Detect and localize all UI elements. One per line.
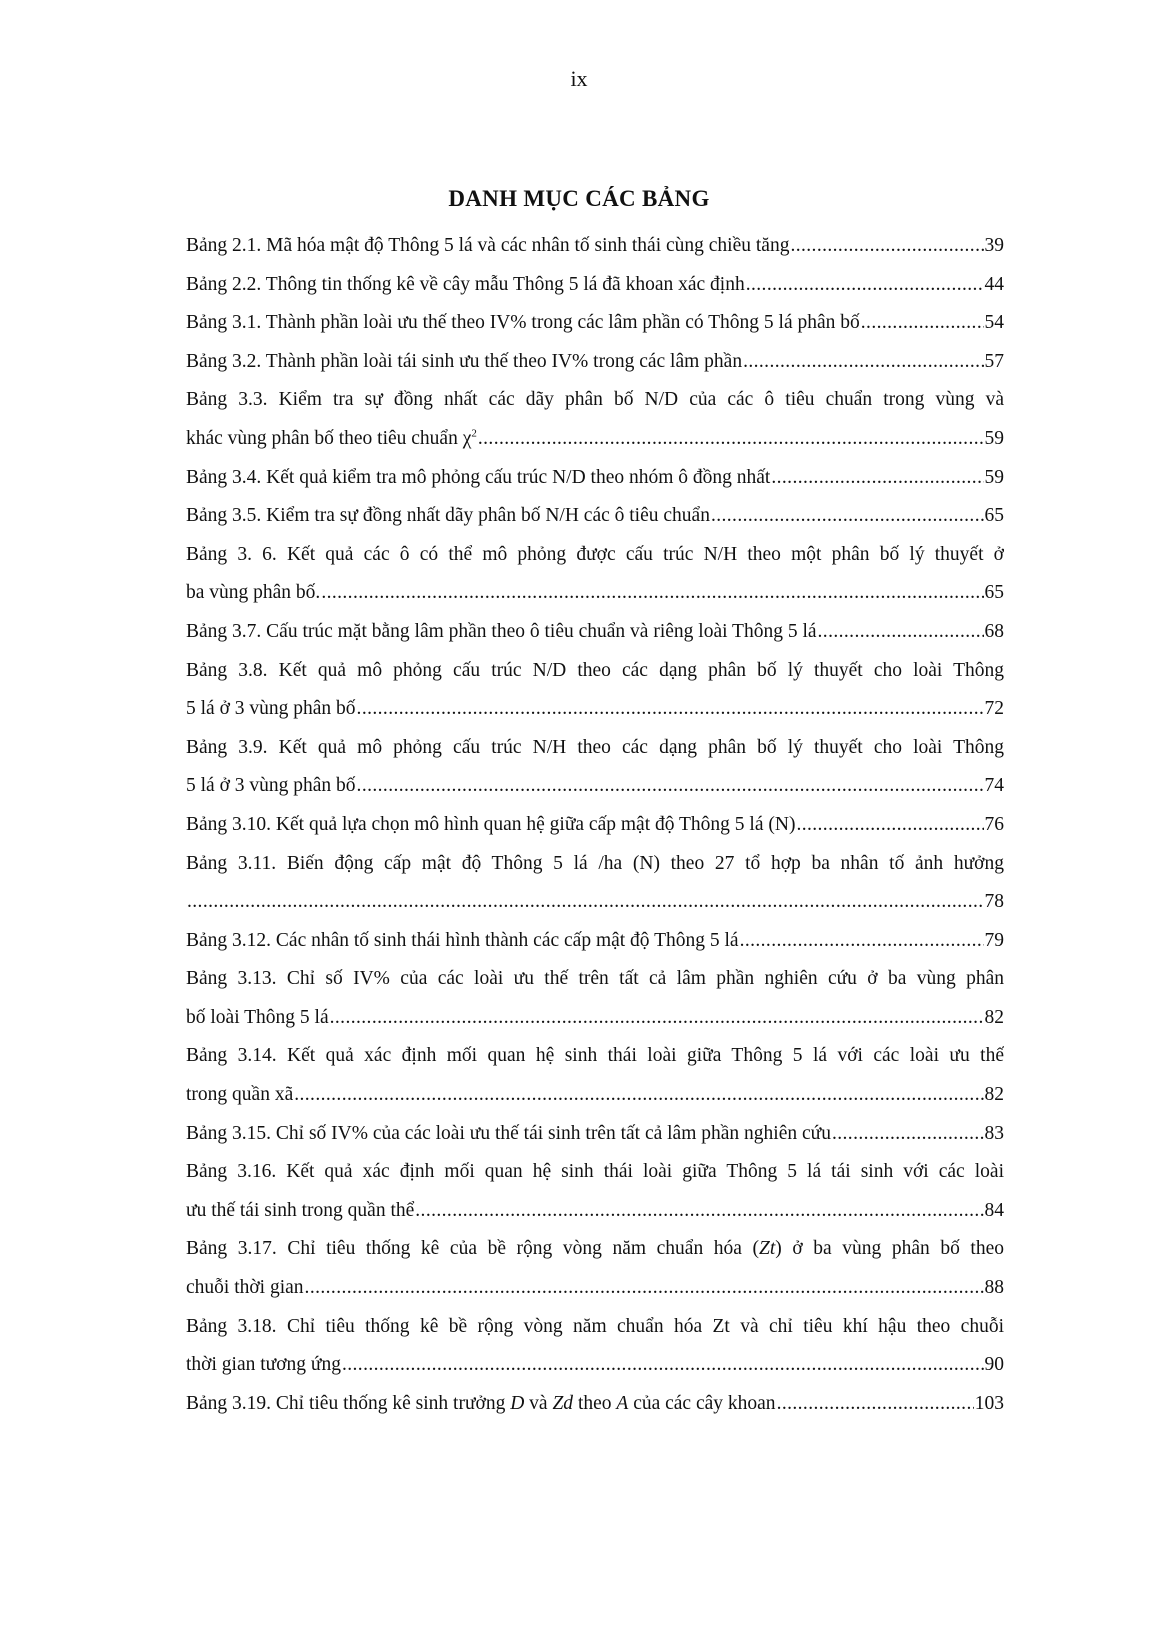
toc-entry xyxy=(186,1385,1004,1424)
dot-leader xyxy=(711,497,984,536)
dot-leader xyxy=(357,690,984,729)
dot-leader xyxy=(771,459,983,498)
toc-entry xyxy=(186,304,1004,343)
toc-entry-first-line: Bảng 3.8. Kết quả mô phỏng cấu trúc N/D theo các dạng phân bố lý thuyết cho loài Thông xyxy=(186,659,1004,681)
toc-entry-page: 76 xyxy=(984,813,1004,835)
toc-entry-text: Bảng 3.1. Thành phần loài ưu thế theo IV% trong các lâm phần có Thông 5 lá phân bố xyxy=(186,312,860,334)
toc-entry-text: ưu thế tái sinh trong quần thể xyxy=(186,1199,415,1221)
dot-leader xyxy=(740,922,984,961)
toc-entry xyxy=(186,227,1004,266)
toc-entry xyxy=(186,960,1004,1037)
toc-entry-first-line: Bảng 3.3. Kiểm tra sự đồng nhất các dãy phân bố N/D của các ô tiêu chuẩn trong vùng và xyxy=(186,389,1004,411)
toc-entry-page: 72 xyxy=(984,698,1004,720)
toc-entry xyxy=(186,381,1004,458)
toc-entry xyxy=(186,343,1004,382)
toc-entry-page: 83 xyxy=(984,1122,1004,1144)
toc-entry-page: 39 xyxy=(984,235,1004,256)
toc-entry-first-line: Bảng 3.18. Chỉ tiêu thống kê bề rộng vòng năm chuẩn hóa Zt và chỉ tiêu khí hậu theo chuỗi xyxy=(186,1315,1004,1337)
toc-entry-text: Bảng 2.1. Mã hóa mật độ Thông 5 lá và các nhân tố sinh thái cùng chiều tăng xyxy=(186,235,790,256)
toc-entry-text: bố loài Thông 5 lá xyxy=(186,1006,329,1028)
dot-leader xyxy=(305,1269,984,1308)
dot-leader xyxy=(357,767,984,806)
toc-entry xyxy=(186,497,1004,536)
toc-entry-text: Bảng 2.2. Thông tin thống kê về cây mẫu Thông 5 lá đã khoan xác định xyxy=(186,273,745,295)
toc-entry-page: 74 xyxy=(984,775,1004,797)
toc-entry-text: Bảng 3.15. Chỉ số IV% của các loài ưu thế tái sinh trên tất cả lâm phần nghiên cứu xyxy=(186,1122,831,1144)
toc-entry-page: 59 xyxy=(984,427,1004,449)
toc-entry xyxy=(186,1153,1004,1230)
toc-entry xyxy=(186,729,1004,806)
page-title: DANH MỤC CÁC BẢNG xyxy=(448,186,710,211)
toc-entry-text: Bảng 3.2. Thành phần loài tái sinh ưu thế theo IV% trong các lâm phần xyxy=(186,350,743,372)
toc-entry-text: thời gian tương ứng xyxy=(186,1354,341,1376)
toc-entry-page: 88 xyxy=(984,1277,1004,1299)
dot-leader xyxy=(861,304,984,343)
toc-entry-text: Bảng 3.19. Chỉ tiêu thống kê sinh trưởng D và Zd theo A của các cây khoan xyxy=(186,1392,776,1414)
toc-entry-first-line: Bảng 3. 6. Kết quả các ô có thể mô phỏng được cấu trúc N/H theo một phân bố lý thuyết ở xyxy=(186,543,1004,565)
toc-entry-page: 78 xyxy=(984,891,1004,913)
toc-entry xyxy=(186,1308,1004,1385)
toc-entry-page: 103 xyxy=(974,1392,1004,1414)
toc-entry-text: Bảng 3.7. Cấu trúc mặt bằng lâm phần theo ô tiêu chuẩn và riêng loài Thông 5 lá xyxy=(186,620,817,642)
dot-leader xyxy=(818,613,984,652)
toc-entry-page: 90 xyxy=(984,1354,1004,1376)
dot-leader xyxy=(321,574,983,613)
toc-entry-page: 65 xyxy=(984,505,1004,527)
toc-entry-page: 68 xyxy=(984,620,1004,642)
toc-entry-page: 44 xyxy=(984,273,1004,295)
toc-entry xyxy=(186,1115,1004,1154)
toc-entry-first-line: Bảng 3.16. Kết quả xác định mối quan hệ sinh thái loài giữa Thông 5 lá tái sinh với các loài xyxy=(186,1161,1004,1183)
table-list xyxy=(186,227,1004,1423)
toc-entry-page: 57 xyxy=(984,350,1004,372)
toc-entry xyxy=(186,922,1004,961)
toc-entry-text: Bảng 3.4. Kết quả kiểm tra mô phỏng cấu trúc N/D theo nhóm ô đồng nhất xyxy=(186,466,771,488)
toc-entry-text: ba vùng phân bố. xyxy=(186,582,321,604)
dot-leader xyxy=(294,1076,983,1115)
toc-entry-text: Bảng 3.10. Kết quả lựa chọn mô hình quan hệ giữa cấp mật độ Thông 5 lá (N) xyxy=(186,813,796,835)
toc-entry-page: 79 xyxy=(984,929,1004,951)
toc-entry-text: 5 lá ở 3 vùng phân bố xyxy=(186,698,356,720)
toc-entry-text: trong quần xã xyxy=(186,1084,294,1106)
toc-entry-text: Bảng 3.12. Các nhân tố sinh thái hình thành các cấp mật độ Thông 5 lá xyxy=(186,929,739,951)
dot-leader xyxy=(330,999,984,1038)
dot-leader xyxy=(415,1192,983,1231)
toc-entry-page: 82 xyxy=(984,1006,1004,1028)
toc-entry xyxy=(186,613,1004,652)
toc-entry xyxy=(186,266,1004,305)
dot-leader xyxy=(790,227,983,266)
toc-entry-page: 84 xyxy=(984,1199,1004,1221)
toc-entry-text: khác vùng phân bố theo tiêu chuẩn $\chi^2$ xyxy=(186,427,477,449)
toc-entry xyxy=(186,652,1004,729)
superscript: 2 xyxy=(471,427,477,440)
toc-entry-first-line: Bảng 3.13. Chỉ số IV% của các loài ưu thế trên tất cả lâm phần nghiên cứu ở ba vùng phân xyxy=(186,968,1004,990)
dot-leader xyxy=(832,1115,984,1154)
dot-leader xyxy=(746,266,984,305)
toc-entry-first-line: Bảng 3.14. Kết quả xác định mối quan hệ sinh thái loài giữa Thông 5 lá với các loài ưu thế xyxy=(186,1045,1004,1067)
toc-entry xyxy=(186,459,1004,498)
dot-leader xyxy=(342,1346,984,1385)
toc-entry-first-line: Bảng 3.17. Chỉ tiêu thống kê của bề rộng vòng năm chuẩn hóa (Zt) ở ba vùng phân bố theo xyxy=(186,1238,1004,1260)
toc-entry-page: 59 xyxy=(984,466,1004,488)
toc-entry-first-line: Bảng 3.11. Biến động cấp mật độ Thông 5 lá /ha (N) theo 27 tổ hợp ba nhân tố ảnh hưởng xyxy=(186,852,1004,874)
dot-leader xyxy=(187,883,984,922)
toc-entry xyxy=(186,1230,1004,1307)
toc-entry xyxy=(186,1037,1004,1114)
dot-leader xyxy=(743,343,983,382)
toc-entry-page: 54 xyxy=(984,312,1004,334)
page-number: ix xyxy=(570,66,588,91)
toc-entry-text: Bảng 3.5. Kiểm tra sự đồng nhất dãy phân bố N/H các ô tiêu chuẩn xyxy=(186,505,710,527)
toc-entry xyxy=(186,536,1004,613)
toc-entry xyxy=(186,806,1004,845)
dot-leader xyxy=(478,420,984,459)
dot-leader xyxy=(777,1385,974,1424)
toc-entry-text: chuỗi thời gian xyxy=(186,1277,304,1299)
toc-entry-page: 82 xyxy=(984,1084,1004,1106)
dot-leader xyxy=(796,806,983,845)
toc-entry-text: 5 lá ở 3 vùng phân bố xyxy=(186,775,356,797)
toc-entry xyxy=(186,845,1004,922)
toc-entry-first-line: Bảng 3.9. Kết quả mô phỏng cấu trúc N/H theo các dạng phân bố lý thuyết cho loài Thông xyxy=(186,736,1004,758)
toc-entry-page: 65 xyxy=(984,582,1004,604)
